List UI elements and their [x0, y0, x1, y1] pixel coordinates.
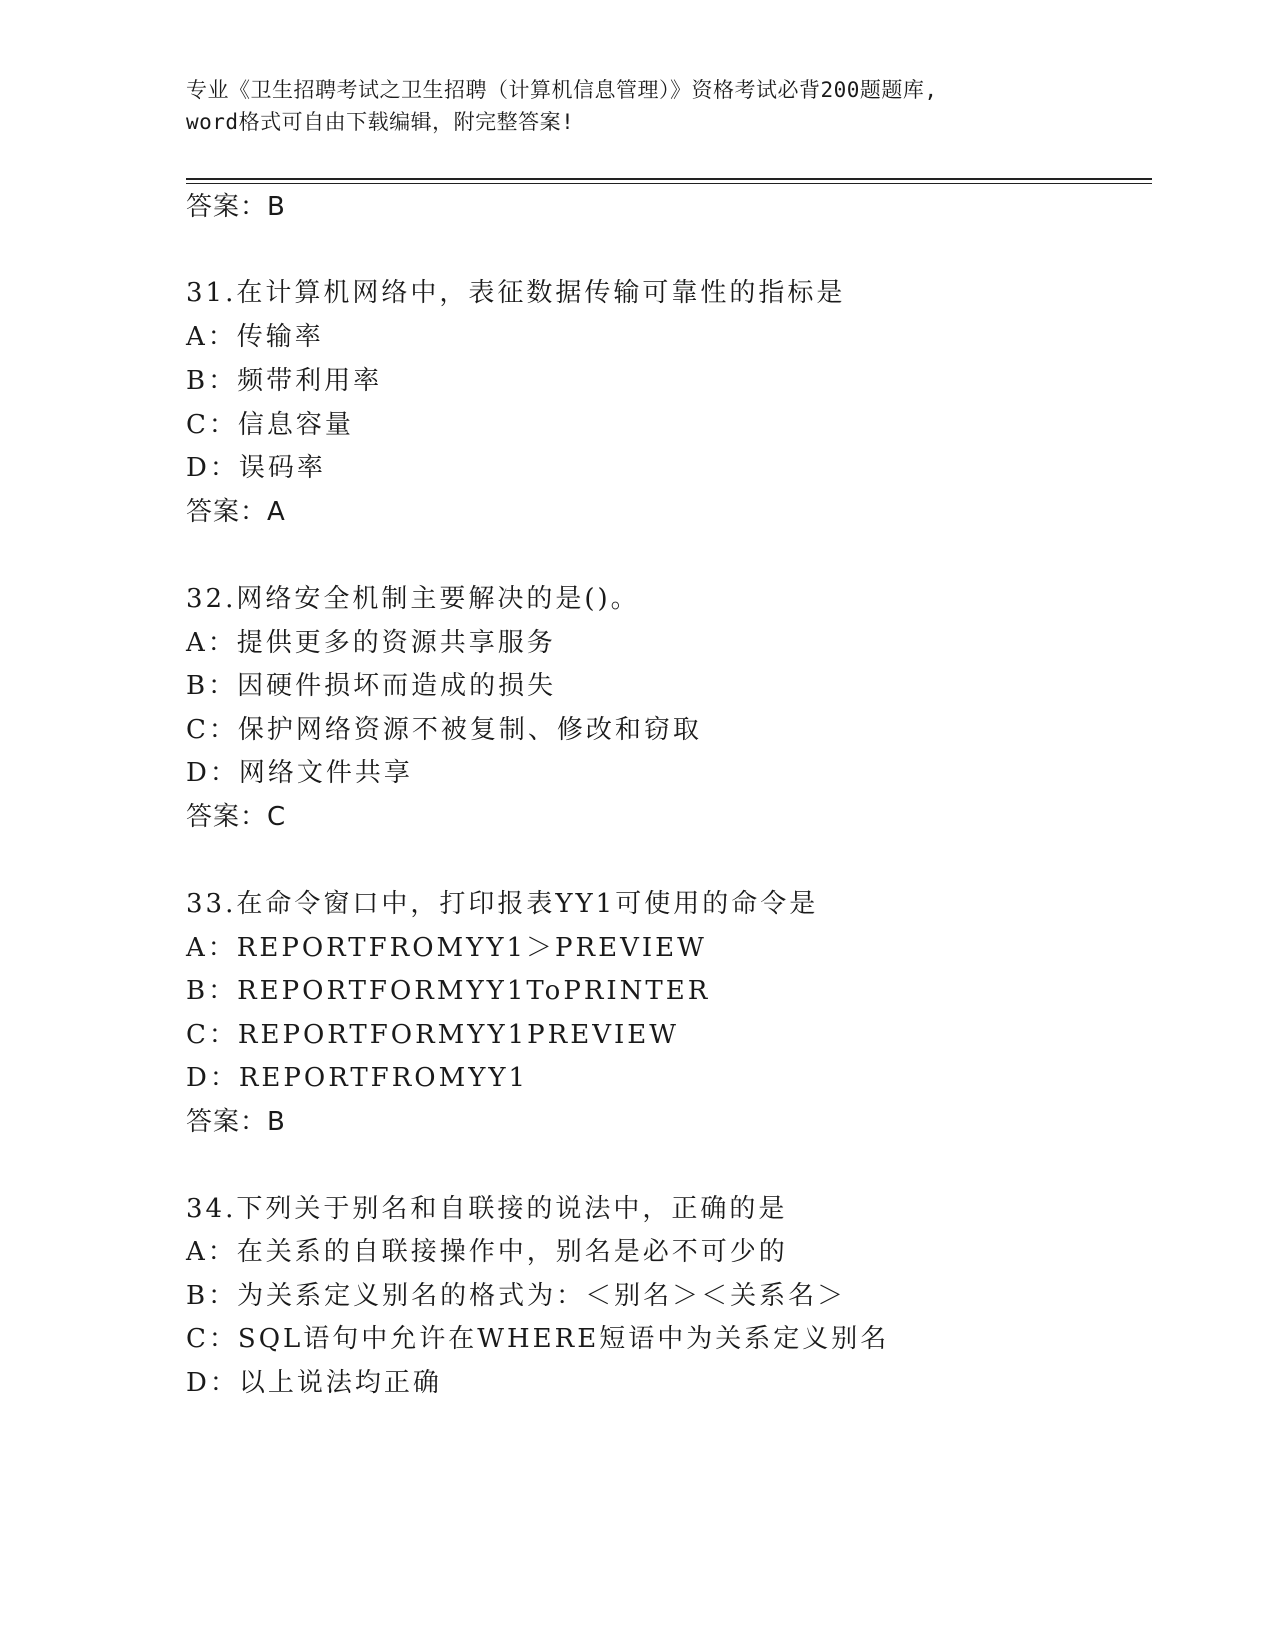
- header-subtitle-line: word格式可自由下载编辑，附完整答案!: [186, 110, 575, 134]
- option-b: B：为关系定义别名的格式为：＜别名＞＜关系名＞: [186, 1281, 847, 1311]
- header-title-line: 专业《卫生招聘考试之卫生招聘（计算机信息管理）》资格考试必背200题题库,: [186, 78, 938, 102]
- option-d: D：网络文件共享: [186, 758, 413, 788]
- option-c: C：SQL语句中允许在WHERE短语中为关系定义别名: [186, 1324, 890, 1354]
- answer: 答案：A: [186, 497, 286, 527]
- option-c: C：信息容量: [186, 410, 354, 440]
- question-stem: 31.在计算机网络中，表征数据传输可靠性的指标是: [186, 278, 846, 308]
- question-stem: 33.在命令窗口中，打印报表YY1可使用的命令是: [186, 889, 819, 919]
- option-a: A：REPORTFROMYY1＞PREVIEW: [186, 933, 707, 963]
- option-b: B：REPORTFORMYY1ToPRINTER: [186, 976, 711, 1006]
- option-b: B：频带利用率: [186, 366, 383, 396]
- answer: 答案：B: [186, 1107, 286, 1137]
- option-d: D：REPORTFROMYY1: [186, 1063, 529, 1093]
- option-d: D：以上说法均正确: [186, 1368, 442, 1398]
- option-c: C：REPORTFORMYY1PREVIEW: [186, 1020, 679, 1050]
- question-stem: 32.网络安全机制主要解决的是()。: [186, 584, 640, 614]
- option-c: C：保护网络资源不被复制、修改和窃取: [186, 715, 702, 745]
- header-divider: [186, 178, 1152, 184]
- previous-answer: 答案：B: [186, 192, 286, 222]
- option-b: B：因硬件损坏而造成的损失: [186, 671, 557, 701]
- option-a: A：在关系的自联接操作中，别名是必不可少的: [186, 1237, 788, 1267]
- question-stem: 34.下列关于别名和自联接的说法中，正确的是: [186, 1194, 788, 1224]
- option-d: D：误码率: [186, 453, 326, 483]
- answer: 答案：C: [186, 802, 287, 832]
- option-a: A：传输率: [186, 322, 324, 352]
- document-header: [186, 74, 1086, 138]
- option-a: A：提供更多的资源共享服务: [186, 628, 556, 658]
